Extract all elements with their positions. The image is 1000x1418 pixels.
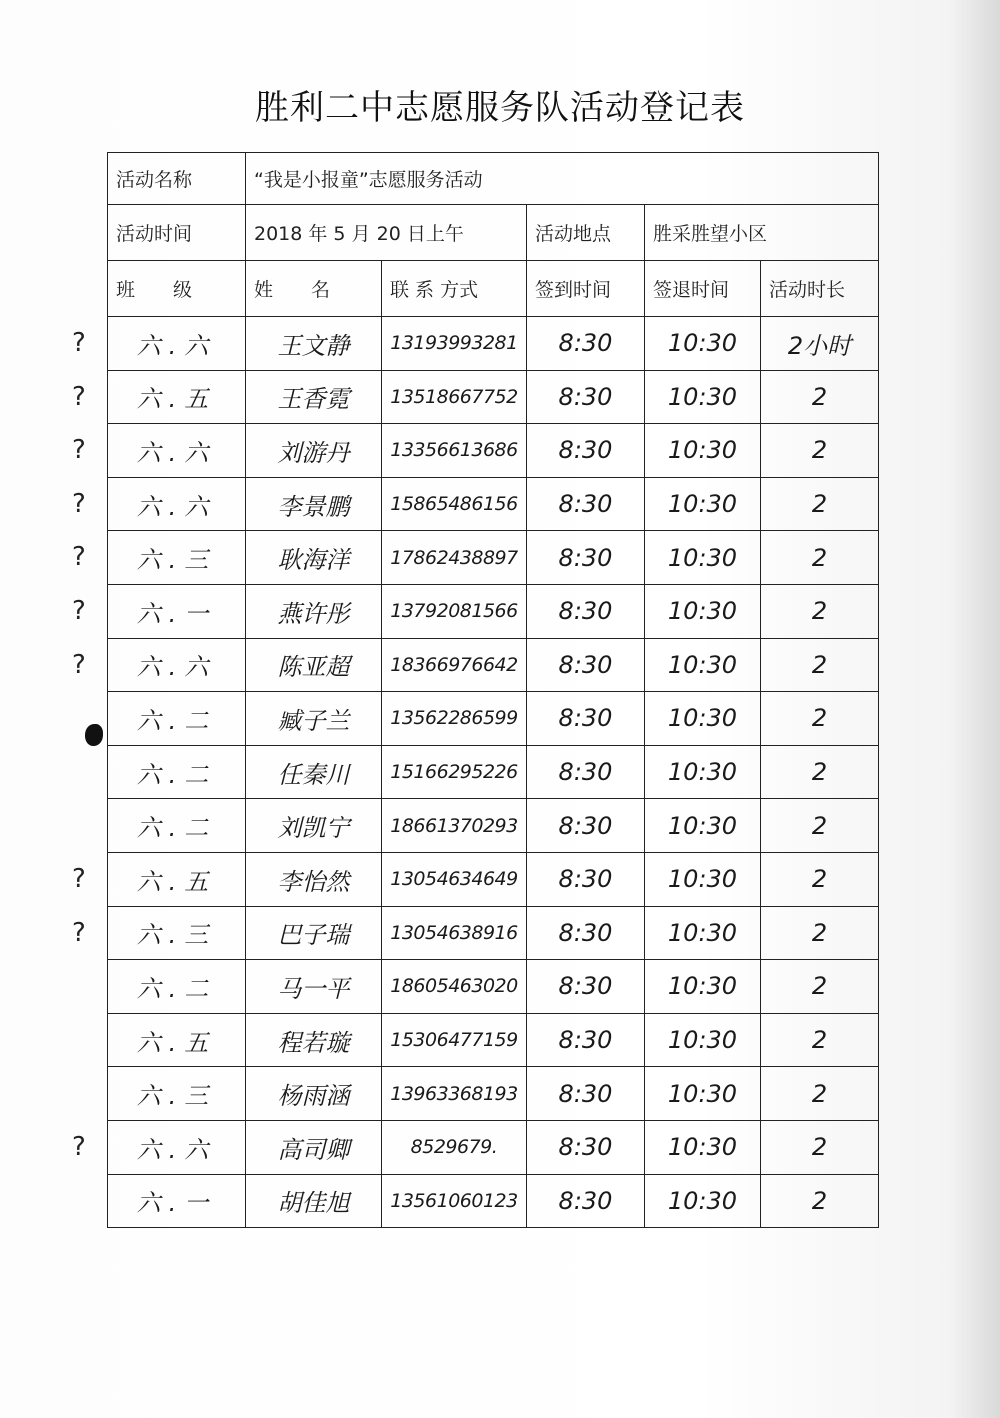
class-cell: 六.二 — [108, 745, 246, 799]
table-row — [108, 370, 879, 424]
name-cell: 臧子兰 — [246, 692, 382, 746]
name-cell: 李景鹏 — [246, 477, 382, 531]
sign-out-cell: 10:30 — [645, 1120, 761, 1174]
class-cell: 六.六 — [108, 1120, 246, 1174]
sign-in-cell: 8:30 — [527, 1174, 645, 1228]
phone-cell: 13561060123 — [382, 1174, 527, 1228]
margin-question-mark: ? — [72, 328, 86, 358]
name-cell: 陈亚超 — [246, 638, 382, 692]
name-cell: 刘游丹 — [246, 424, 382, 478]
class-cell: 六.三 — [108, 1067, 246, 1121]
phone-cell: 13562286599 — [382, 692, 527, 746]
margin-question-mark: ? — [72, 917, 86, 948]
sign-in-cell: 8:30 — [527, 317, 645, 371]
sign-in-cell: 8:30 — [527, 852, 645, 906]
duration-cell: 2 — [761, 1174, 879, 1228]
column-header-name: 姓 名 — [246, 261, 382, 317]
activity-name-row — [108, 153, 879, 205]
phone-cell: 13356613686 — [382, 424, 527, 478]
phone-cell: 17862438897 — [382, 531, 527, 585]
phone-cell: 18605463020 — [382, 960, 527, 1014]
sign-in-cell: 8:30 — [527, 1067, 645, 1121]
sign-out-cell: 10:30 — [645, 852, 761, 906]
duration-cell: 2 — [761, 531, 879, 585]
sign-out-cell: 10:30 — [645, 584, 761, 638]
activity-name-value: “我是小报童”志愿服务活动 — [246, 153, 879, 205]
activity-time-label: 活动时间 — [108, 205, 246, 261]
name-cell: 燕许彤 — [246, 584, 382, 638]
margin-question-mark: ? — [72, 435, 86, 466]
sign-in-cell: 8:30 — [527, 960, 645, 1014]
margin-question-mark: ? — [72, 488, 86, 519]
duration-cell: 2 — [761, 906, 879, 960]
ink-blot — [85, 724, 103, 746]
sign-out-cell: 10:30 — [645, 745, 761, 799]
name-cell: 高司卿 — [246, 1120, 382, 1174]
column-header-duration: 活动时长 — [761, 261, 879, 317]
class-cell: 六.二 — [108, 960, 246, 1014]
sign-out-cell: 10:30 — [645, 424, 761, 478]
duration-cell: 2 — [761, 584, 879, 638]
table-row — [108, 799, 879, 853]
sign-in-cell: 8:30 — [527, 638, 645, 692]
margin-question-mark: ? — [72, 542, 86, 573]
table-row — [108, 1120, 879, 1174]
class-cell: 六.五 — [108, 370, 246, 424]
table-row — [108, 1067, 879, 1121]
class-cell: 六.六 — [108, 477, 246, 531]
margin-question-mark: ? — [72, 1132, 86, 1162]
table-row — [108, 692, 879, 746]
duration-cell: 2 — [761, 370, 879, 424]
sign-out-cell: 10:30 — [645, 531, 761, 585]
class-cell: 六.五 — [108, 852, 246, 906]
table-row — [108, 1013, 879, 1067]
activity-place-value: 胜采胜望小区 — [645, 205, 879, 261]
sign-out-cell: 10:30 — [645, 906, 761, 960]
table-row — [108, 424, 879, 478]
sign-in-cell: 8:30 — [527, 1013, 645, 1067]
phone-cell: 13054634649 — [382, 852, 527, 906]
table-row — [108, 531, 879, 585]
sign-in-cell: 8:30 — [527, 745, 645, 799]
activity-time-value: 2018 年 5 月 20 日上午 — [246, 205, 527, 261]
duration-cell: 2 — [761, 799, 879, 853]
name-cell: 巴子瑞 — [246, 906, 382, 960]
class-cell: 六.一 — [108, 1174, 246, 1228]
class-cell: 六.六 — [108, 424, 246, 478]
phone-cell: 15865486156 — [382, 477, 527, 531]
sign-in-cell: 8:30 — [527, 1120, 645, 1174]
sign-out-cell: 10:30 — [645, 317, 761, 371]
name-cell: 耿海洋 — [246, 531, 382, 585]
name-cell: 杨雨涵 — [246, 1067, 382, 1121]
table-row — [108, 745, 879, 799]
class-cell: 六.三 — [108, 531, 246, 585]
class-cell: 六.二 — [108, 799, 246, 853]
phone-cell: 13054638916 — [382, 906, 527, 960]
column-header-sign-out: 签退时间 — [645, 261, 761, 317]
duration-cell: 2 — [761, 745, 879, 799]
table-row — [108, 852, 879, 906]
name-cell: 王文静 — [246, 317, 382, 371]
phone-cell: 15166295226 — [382, 745, 527, 799]
column-header-sign-in: 签到时间 — [527, 261, 645, 317]
sign-in-cell: 8:30 — [527, 477, 645, 531]
sign-in-cell: 8:30 — [527, 424, 645, 478]
class-cell: 六.六 — [108, 317, 246, 371]
phone-cell: 13963368193 — [382, 1067, 527, 1121]
duration-cell: 2 — [761, 852, 879, 906]
sign-in-cell: 8:30 — [527, 692, 645, 746]
name-cell: 刘凯宁 — [246, 799, 382, 853]
duration-cell: 2 — [761, 960, 879, 1014]
phone-cell: 13193993281 — [382, 317, 527, 371]
duration-cell: 2 — [761, 1067, 879, 1121]
name-cell: 任秦川 — [246, 745, 382, 799]
sign-in-cell: 8:30 — [527, 531, 645, 585]
name-cell: 马一平 — [246, 960, 382, 1014]
margin-question-mark: ? — [72, 596, 86, 626]
duration-cell: 2 — [761, 638, 879, 692]
duration-cell: 2 — [761, 477, 879, 531]
sign-out-cell: 10:30 — [645, 1067, 761, 1121]
phone-cell: 13518667752 — [382, 370, 527, 424]
name-cell: 李怡然 — [246, 852, 382, 906]
margin-question-mark: ? — [72, 649, 86, 680]
sign-out-cell: 10:30 — [645, 1013, 761, 1067]
class-cell: 六.五 — [108, 1013, 246, 1067]
sign-out-cell: 10:30 — [645, 370, 761, 424]
phone-cell: 18661370293 — [382, 799, 527, 853]
sign-in-cell: 8:30 — [527, 799, 645, 853]
table-row — [108, 477, 879, 531]
sign-out-cell: 10:30 — [645, 1174, 761, 1228]
class-cell: 六.三 — [108, 906, 246, 960]
activity-name-label: 活动名称 — [108, 153, 246, 205]
table-row — [108, 906, 879, 960]
header-row — [108, 261, 879, 317]
form-title: 胜利二中志愿服务队活动登记表 — [255, 88, 745, 128]
sign-out-cell: 10:30 — [645, 692, 761, 746]
activity-place-label: 活动地点 — [527, 205, 645, 261]
class-cell: 六.六 — [108, 638, 246, 692]
duration-cell: 2 — [761, 692, 879, 746]
activity-time-row — [108, 205, 879, 261]
column-header-class: 班 级 — [108, 261, 246, 317]
sign-out-cell: 10:30 — [645, 638, 761, 692]
duration-cell: 2 — [761, 424, 879, 478]
phone-cell: 13792081566 — [382, 584, 527, 638]
table-row — [108, 317, 879, 371]
sign-out-cell: 10:30 — [645, 477, 761, 531]
table-row — [108, 584, 879, 638]
name-cell: 王香霓 — [246, 370, 382, 424]
class-cell: 六.一 — [108, 584, 246, 638]
duration-cell: 2 — [761, 1120, 879, 1174]
phone-cell: 15306477159 — [382, 1013, 527, 1067]
sign-in-cell: 8:30 — [527, 906, 645, 960]
table-row — [108, 1174, 879, 1228]
phone-cell: 18366976642 — [382, 638, 527, 692]
sign-in-cell: 8:30 — [527, 584, 645, 638]
sign-out-cell: 10:30 — [645, 799, 761, 853]
duration-cell: 2 — [761, 1013, 879, 1067]
sign-in-cell: 8:30 — [527, 370, 645, 424]
sign-out-cell: 10:30 — [645, 960, 761, 1014]
table-row — [108, 960, 879, 1014]
registration-table — [107, 152, 879, 1228]
name-cell: 胡佳旭 — [246, 1174, 382, 1228]
column-header-phone: 联 系 方式 — [382, 261, 527, 317]
duration-cell: 2小时 — [761, 317, 879, 371]
margin-question-mark: ? — [72, 864, 86, 894]
name-cell: 程若璇 — [246, 1013, 382, 1067]
table-row — [108, 638, 879, 692]
phone-cell: 8529679. — [382, 1120, 527, 1174]
class-cell: 六.二 — [108, 692, 246, 746]
margin-question-mark: ? — [72, 381, 86, 412]
